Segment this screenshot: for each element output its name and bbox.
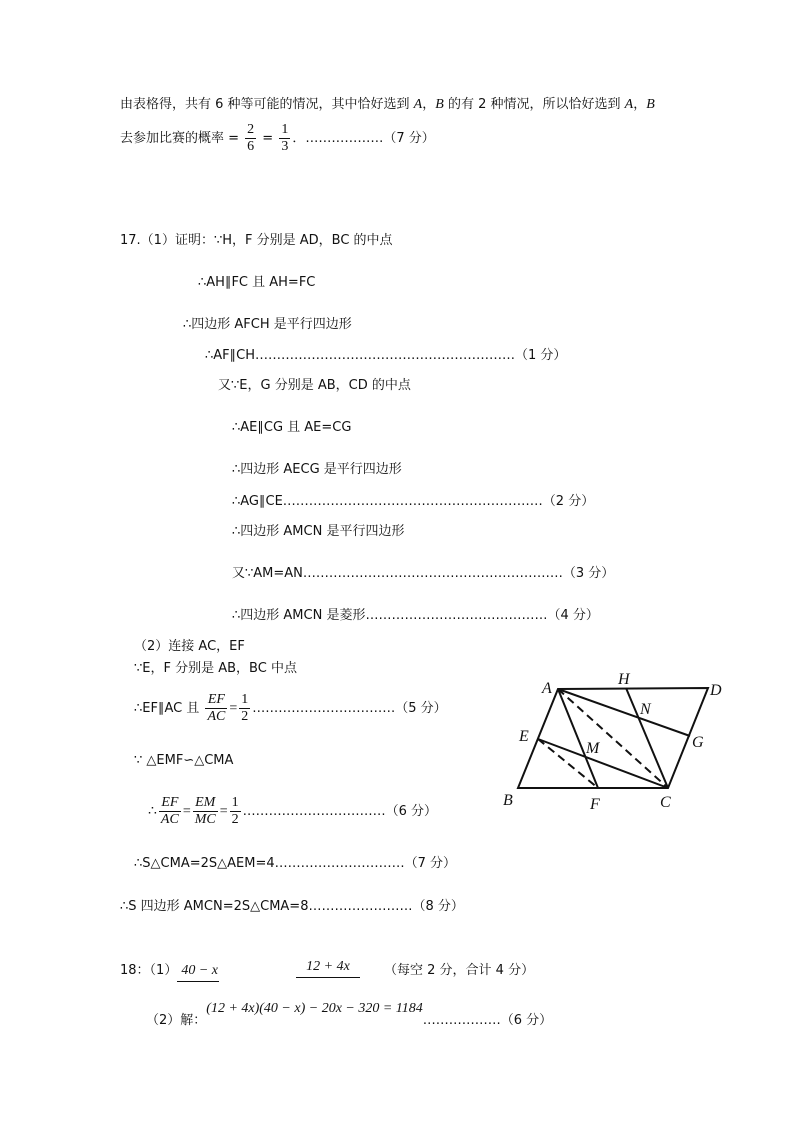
fraction-one-half [239,692,250,725]
label-m: M [586,740,600,757]
intro-text: 去参加比赛的概率 = [120,131,244,146]
dashed-segment-ac [558,689,668,788]
score-note: ………………（6 分） [422,1013,553,1028]
intro-line-2 [120,122,435,155]
parallelogram-abcd [518,688,708,788]
label-a: A [542,680,552,697]
q17-line-18: ∴S 四边形 AMCN=2S△CMA=8……………………（8 分） [120,899,464,914]
q17-line-17: ∴S△CMA=2S△AEM=4…………………………（7 分） [134,856,457,871]
fraction-one-half [230,795,241,828]
variable-a: A [624,97,634,112]
fraction-ef-over-ac [159,795,181,828]
label-b: B [503,792,513,809]
q17-line-16 [148,795,437,828]
q17-line-3: ∴四边形 AFCH 是平行四边形 [183,317,352,332]
equation: (12 + 4x)(40 − x) − 20x − 320 = 1184 [206,1001,423,1016]
parallelogram-figure [500,668,740,818]
denominator: 3 [281,139,289,154]
fraction-ef-over-ac [205,692,227,725]
q17-line-9: ∴四边形 AMCN 是平行四边形 [232,524,405,539]
q17-line-10: 又∵AM=AN……………………………………………………（3 分） [232,566,615,581]
separator: ， [633,97,647,112]
q17-line-8: ∴AG∥CE……………………………………………………（2 分） [232,494,595,509]
solution-label: （2）解： [146,1013,207,1028]
label-g: G [692,734,704,751]
variable-a: A [413,97,423,112]
segment-ag [558,689,690,736]
answer-blank-1: 40 − x [177,962,219,982]
score-note: ……………………………（6 分） [242,804,438,819]
q17-line-7: ∴四边形 AECG 是平行四边形 [232,462,402,477]
question-number: 18：（1） [120,963,178,978]
q17-line-13: ∵E，F 分别是 AB，BC 中点 [134,661,297,676]
label-e: E [519,728,529,745]
label-h: H [618,671,630,688]
denominator: 2 [231,812,239,827]
q18-score-note: （每空 2 分，合计 4 分） [384,963,535,978]
variable-b: B [646,97,655,112]
numerator: EF [205,692,227,709]
denominator: 2 [241,709,249,724]
q17-line-14 [134,692,447,725]
fraction-one-third [279,122,290,155]
denominator: 6 [247,139,255,154]
equals: = [182,804,191,819]
denominator: AC [207,709,226,724]
numerator: 1 [231,795,239,810]
equals: = [219,804,228,819]
intro-text: 的有 2 种情况，所以恰好选到 [443,97,625,112]
q18-line-2 [146,1000,552,1030]
segment-ec [538,739,668,788]
q18-line-1 [120,962,219,982]
label-f: F [590,796,600,813]
separator: ， [422,97,436,112]
label-c: C [660,794,671,811]
q17-line-2: ∴AH∥FC 且 AH=FC [198,275,316,290]
denominator: AC [160,812,179,827]
intro-line-1 [120,96,655,114]
variable-b: B [435,97,444,112]
q18-blank-2 [296,958,360,978]
fraction-two-sixths [245,122,256,155]
label-n: N [640,701,651,718]
numerator: EM [193,795,218,812]
q17-line-12: （2）连接 AC，EF [134,639,245,654]
equals: = [258,131,278,146]
numerator: 2 [247,122,255,137]
q17-line-6: ∴AE∥CG 且 AE=CG [232,420,352,435]
therefore-symbol: ∴ [148,804,157,819]
score-note: ……………………………（5 分） [252,701,447,716]
q17-line-15: ∵ △EMF∽△CMA [134,753,234,768]
score-note: ．………………（7 分） [292,131,435,146]
denominator: MC [194,812,216,827]
q17-line-4: ∴AF∥CH……………………………………………………（1 分） [205,348,567,363]
q17-line-11: ∴四边形 AMCN 是菱形……………………………………（4 分） [232,608,599,623]
label-d: D [710,682,722,699]
numerator: EF [159,795,181,812]
equals: = [229,701,238,716]
numerator: 1 [281,122,289,137]
q17-line-5: 又∵E，G 分别是 AB，CD 的中点 [218,378,411,393]
statement-text: ∴EF∥AC 且 [134,701,204,716]
answer-blank-2: 12 + 4x [296,958,360,978]
q17-line-1: 17.（1）证明：∵H，F 分别是 AD，BC 的中点 [120,233,393,248]
intro-text: 由表格得，共有 6 种等可能的情况，其中恰好选到 [120,97,414,112]
fraction-em-over-mc [193,795,218,828]
segment-af [558,689,598,788]
numerator: 1 [241,692,249,707]
